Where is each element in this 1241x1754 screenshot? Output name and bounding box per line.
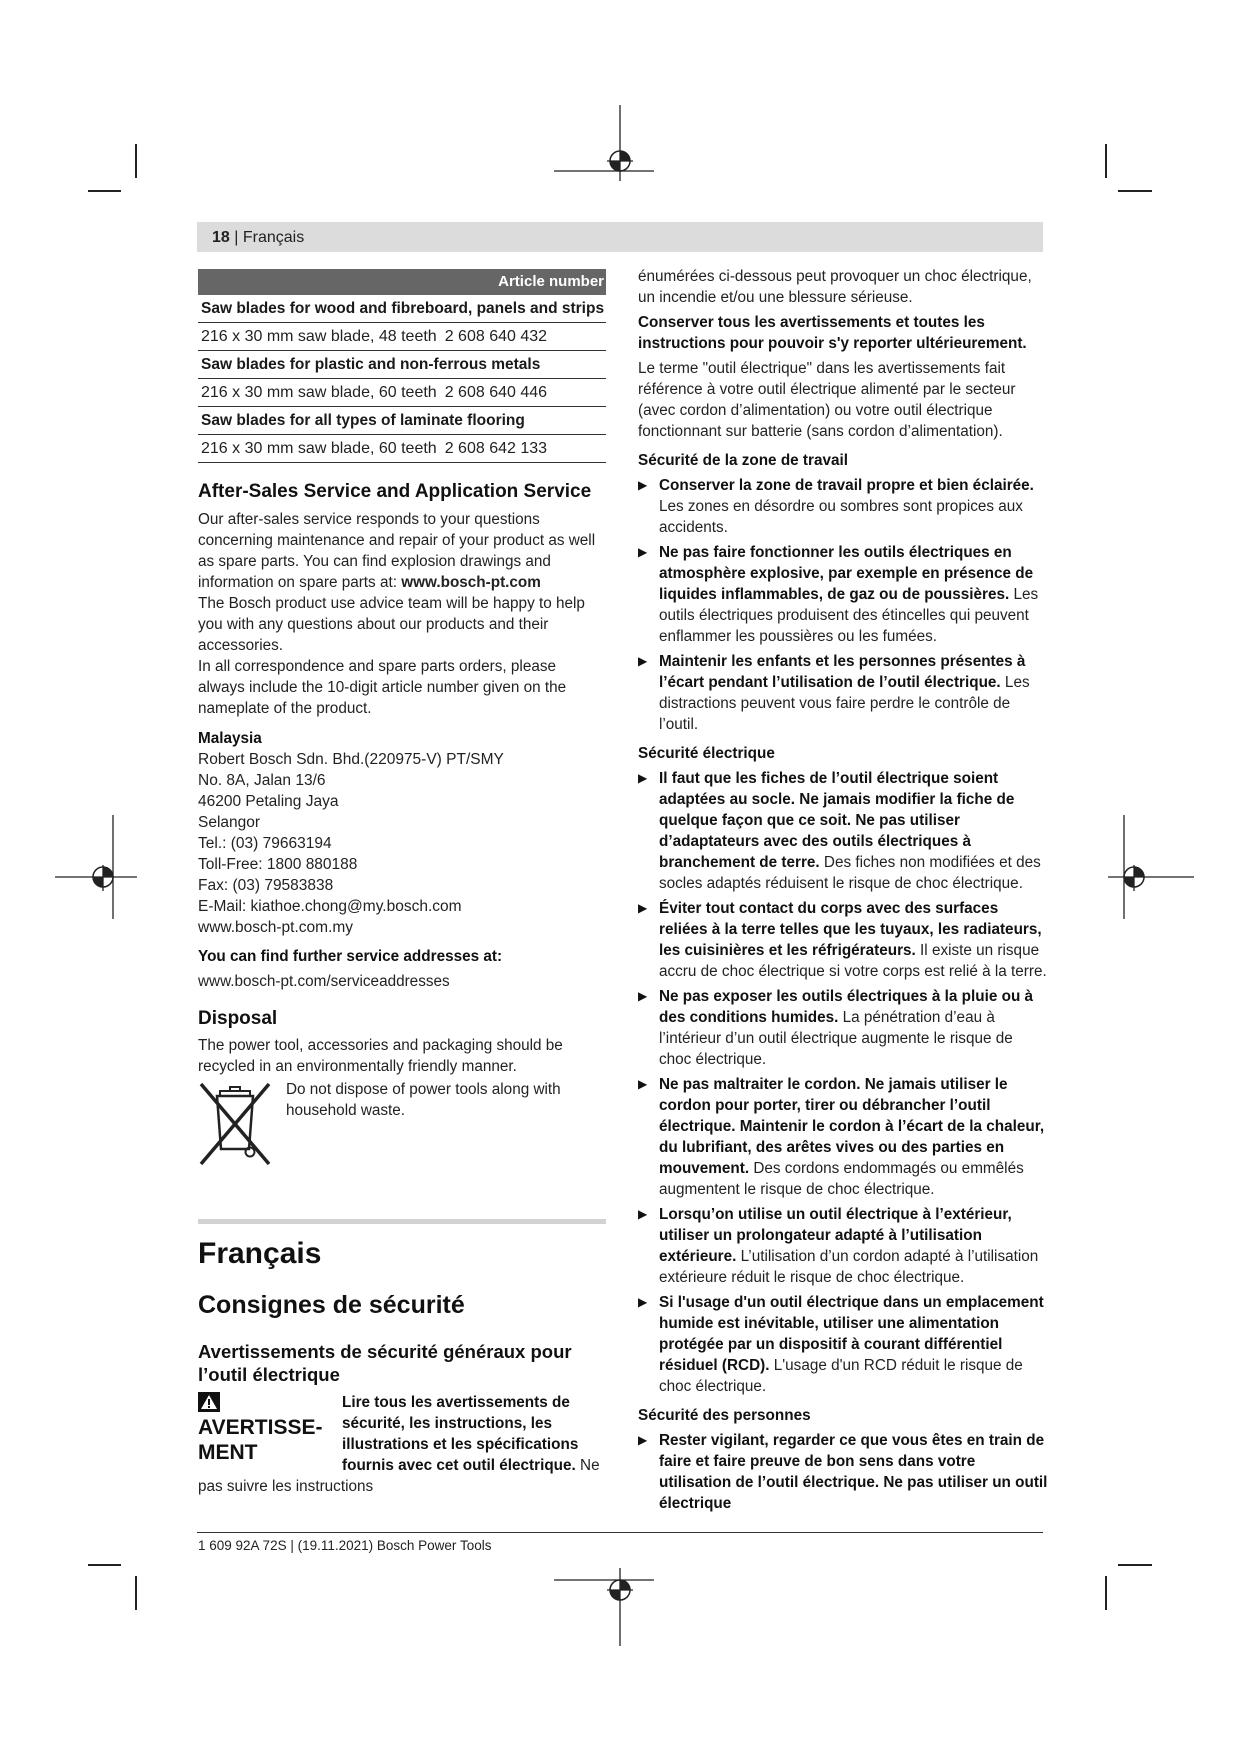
power-tool-term: Le terme "outil électrique" dans les avertissements fait référence à votre outil électrique alimenté par le secteur (avec cordon d’alimentation) ou votre outil électrique fonctionnant sur batterie (sans cordon d’alimentation). bbox=[638, 360, 1016, 440]
crop-mark bbox=[1105, 1576, 1107, 1610]
left-column bbox=[198, 266, 606, 1497]
item-bold: Éviter tout contact du corps avec des surfaces reliées à la terre telles que les tuyaux, les radiateurs, les cuisinières et les réfrigérateurs. bbox=[659, 900, 1042, 959]
crop-mark bbox=[135, 1576, 137, 1610]
list-item bbox=[638, 1074, 1048, 1200]
bullet-arrow-icon: ▶ bbox=[638, 545, 648, 559]
bullet-arrow-icon: ▶ bbox=[638, 989, 648, 1003]
crop-mark bbox=[88, 1564, 121, 1566]
table-item: 216 x 30 mm saw blade, 48 teeth bbox=[201, 328, 437, 345]
safety-title: Consignes de sécurité bbox=[198, 1291, 465, 1319]
bullet-arrow-icon: ▶ bbox=[638, 1207, 648, 1221]
warning-rest-text: Ne pas suivre les instructions bbox=[198, 1457, 600, 1495]
item-bold: Maintenir les enfants et les personnes présentes à l’écart pendant l’utilisation de l’outil électrique. bbox=[659, 653, 1026, 691]
disposal-heading: Disposal bbox=[198, 1008, 278, 1029]
crossed-wheeled-bin-icon bbox=[198, 1079, 272, 1167]
after-sales-text: Our after-sales service responds to your questions concerning maintenance and repair of your product as well as spare parts. You can find explosion drawings and information on spare parts at: bbox=[198, 511, 596, 591]
article-number: 2 608 640 446 bbox=[444, 384, 548, 401]
crop-mark bbox=[1118, 1564, 1152, 1566]
address-block bbox=[198, 749, 606, 938]
item-text: Les outils électriques produisent des étincelles qui peuvent enflammer les poussières ou les fumées. bbox=[659, 586, 1039, 645]
work-area-list bbox=[638, 475, 1048, 735]
further-addresses-link[interactable]: www.bosch-pt.com/serviceaddresses bbox=[198, 973, 450, 990]
bullet-arrow-icon: ▶ bbox=[638, 1433, 648, 1447]
item-bold: Ne pas maltraiter le cordon. Ne jamais utiliser le cordon pour porter, tirer ou débrancher l’outil électrique. Maintenir le cordon à l’écart de la chaleur, du lubrifiant, des arêtes vives ou des parties en mouvement. bbox=[659, 1076, 1045, 1177]
warning-bold-text: Lire tous les avertissements de sécurité, les instructions, les illustrations et les spécifications fournis avec cet outil électrique. bbox=[342, 1394, 579, 1474]
article-number: 2 608 642 133 bbox=[444, 440, 548, 457]
table-row bbox=[198, 323, 606, 351]
bullet-arrow-icon: ▶ bbox=[638, 771, 648, 785]
language-title: Français bbox=[198, 1237, 322, 1270]
bullet-arrow-icon: ▶ bbox=[638, 1295, 648, 1309]
registration-mark-icon bbox=[552, 1568, 672, 1648]
crop-mark bbox=[135, 144, 137, 178]
list-item bbox=[638, 898, 1048, 982]
persons-list bbox=[638, 1430, 1048, 1514]
address-line: Toll-Free: 1800 880188 bbox=[198, 856, 358, 873]
list-item bbox=[638, 986, 1048, 1070]
item-text: Des cordons endommagés ou emmêlés augmentent le risque de choc électrique. bbox=[659, 1160, 1024, 1198]
list-item bbox=[638, 1292, 1048, 1397]
bosch-link[interactable]: www.bosch-pt.com bbox=[401, 574, 541, 591]
item-text: Les zones en désordre ou sombres sont propices aux accidents. bbox=[659, 498, 1023, 536]
article-number: 2 608 640 432 bbox=[444, 328, 548, 345]
list-item bbox=[638, 542, 1048, 647]
electrical-list bbox=[638, 768, 1048, 1397]
electrical-heading: Sécurité électrique bbox=[638, 745, 775, 762]
list-item bbox=[638, 1430, 1048, 1514]
list-item bbox=[638, 475, 1048, 538]
table-group-title: Saw blades for all types of laminate flooring bbox=[198, 407, 606, 435]
table-row bbox=[198, 379, 606, 407]
table-group-title: Saw blades for wood and fibreboard, panels and strips bbox=[198, 295, 606, 323]
intro-continuation: énumérées ci-dessous peut provoquer un choc électrique, un incendie et/ou une blessure sérieuse. bbox=[638, 268, 1032, 306]
item-text: Les distractions peuvent vous faire perdre le contrôle de l’outil. bbox=[659, 674, 1030, 733]
address-line: Fax: (03) 79583838 bbox=[198, 877, 334, 894]
table-row bbox=[198, 435, 606, 463]
bullet-arrow-icon: ▶ bbox=[638, 478, 648, 492]
advice-paragraph: The Bosch product use advice team will be happy to help you with any questions about our products and their accessories. bbox=[198, 595, 585, 654]
page-footer: 1 609 92A 72S | (19.11.2021) Bosch Power Tools bbox=[198, 1538, 492, 1553]
item-bold: Rester vigilant, regarder ce que vous êtes en train de faire et faire preuve de bon sens dans votre utilisation de l’outil électrique. Ne pas utiliser un outil électrique bbox=[659, 1432, 1048, 1512]
work-area-heading: Sécurité de la zone de travail bbox=[638, 452, 848, 469]
crop-mark bbox=[1118, 190, 1152, 192]
table-item: 216 x 30 mm saw blade, 60 teeth bbox=[201, 384, 437, 401]
article-table bbox=[198, 269, 606, 463]
address-line: E-Mail: kiathoe.chong@my.bosch.com bbox=[198, 898, 462, 915]
item-text: La pénétration d’eau à l’intérieur d’un outil électrique augmente le risque de choc électrique. bbox=[659, 1009, 1013, 1068]
crop-mark bbox=[1105, 144, 1107, 178]
warning-block bbox=[198, 1392, 606, 1497]
footer-rule bbox=[197, 1532, 1043, 1533]
item-bold: Ne pas exposer les outils électriques à la pluie ou à des conditions humides. bbox=[659, 988, 1034, 1026]
after-sales-heading: After-Sales Service and Application Service bbox=[198, 481, 592, 502]
disposal-notice bbox=[198, 1077, 606, 1169]
table-group-title: Saw blades for plastic and non-ferrous metals bbox=[198, 351, 606, 379]
header-language: Français bbox=[242, 229, 305, 246]
item-bold: Lorsqu’on utilise un outil électrique à l’extérieur, utiliser un prolongateur adapté à l’utilisation extérieure. bbox=[659, 1206, 1012, 1265]
address-line: Robert Bosch Sdn. Bhd.(220975-V) PT/SMY bbox=[198, 751, 504, 768]
header-separator: | bbox=[234, 229, 239, 246]
address-line: www.bosch-pt.com.my bbox=[198, 919, 354, 936]
after-sales-paragraph bbox=[198, 509, 606, 593]
bullet-arrow-icon: ▶ bbox=[638, 654, 648, 668]
registration-mark-icon bbox=[55, 815, 145, 935]
address-line: 46200 Petaling Jaya bbox=[198, 793, 339, 810]
item-bold: Il faut que les fiches de l’outil électrique soient adaptées au socle. Ne jamais modifier la fiche de quelque façon que ce soit. Ne pas utiliser d’adaptateurs avec des outils électriques à branchement de terre. bbox=[659, 770, 1015, 871]
right-column bbox=[638, 266, 1048, 1514]
page-header bbox=[212, 229, 304, 247]
warning-label-box bbox=[198, 1392, 342, 1464]
registration-mark-icon bbox=[1100, 815, 1200, 935]
table-header: Article number bbox=[198, 269, 606, 295]
item-text: L’utilisation d’un cordon adapté à l’utilisation extérieure réduit le risque de choc électrique. bbox=[659, 1248, 1039, 1286]
item-bold: Si l'usage d'un outil électrique dans un emplacement humide est inévitable, utiliser une alimentation protégée par un dispositif à courant différentiel résiduel (RCD). bbox=[659, 1294, 1044, 1374]
list-item bbox=[638, 768, 1048, 894]
item-bold: Conserver la zone de travail propre et bien éclairée. bbox=[659, 477, 1034, 494]
bullet-arrow-icon: ▶ bbox=[638, 901, 648, 915]
table-item: 216 x 30 mm saw blade, 60 teeth bbox=[201, 440, 437, 457]
address-line: Tel.: (03) 79663194 bbox=[198, 835, 332, 852]
correspondence-paragraph: In all correspondence and spare parts orders, please always include the 10‑digit article number given on the nameplate of the product. bbox=[198, 658, 567, 717]
crop-mark bbox=[88, 190, 121, 192]
address-line: Selangor bbox=[198, 814, 261, 831]
list-item bbox=[638, 1204, 1048, 1288]
registration-mark-icon bbox=[552, 105, 672, 185]
warning-triangle-icon bbox=[198, 1392, 220, 1412]
general-warnings-heading: Avertissements de sécurité généraux pour l’outil électrique bbox=[198, 1341, 572, 1385]
further-addresses-label: You can find further service addresses at: bbox=[198, 948, 503, 965]
address-line: No. 8A, Jalan 13/6 bbox=[198, 772, 326, 789]
section-divider bbox=[198, 1219, 606, 1224]
item-text: Il existe un risque accru de choc électrique si votre corps est relié à la terre. bbox=[659, 942, 1047, 980]
page-header-band bbox=[197, 222, 1043, 252]
item-text: L'usage d'un RCD réduit le risque de choc électrique. bbox=[659, 1357, 1023, 1395]
list-item bbox=[638, 651, 1048, 735]
bullet-arrow-icon: ▶ bbox=[638, 1077, 648, 1091]
item-bold: Ne pas faire fonctionner les outils électriques en atmosphère explosive, par exemple en présence de liquides inflammables, de gaz ou de poussières. bbox=[659, 544, 1034, 603]
country-heading: Malaysia bbox=[198, 730, 262, 747]
item-text: Des fiches non modifiées et des socles adaptés réduisent le risque de choc électrique. bbox=[659, 854, 1041, 892]
disposal-paragraph: The power tool, accessories and packaging should be recycled in an environmentally friendly manner. bbox=[198, 1037, 563, 1075]
keep-instructions: Conserver tous les avertissements et toutes les instructions pour pouvoir s'y reporter ultérieurement. bbox=[638, 314, 1027, 352]
warning-label: AVERTISSE-MENT bbox=[198, 1416, 323, 1464]
page-number: 18 bbox=[212, 229, 230, 246]
disposal-household-text: Do not dispose of power tools along with household waste. bbox=[286, 1081, 561, 1119]
persons-heading: Sécurité des personnes bbox=[638, 1407, 811, 1424]
